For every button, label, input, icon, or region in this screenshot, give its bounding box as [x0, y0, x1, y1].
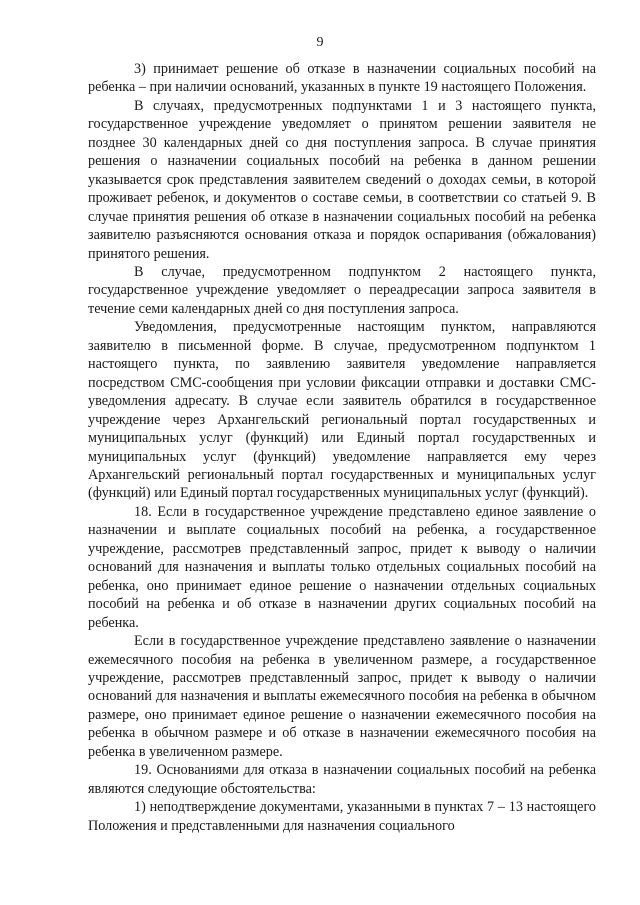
paragraph-4: Уведомления, предусмотренные настоящим пунктом, направляются заявителю в письменной форме. В случае, предусмотренном подпунктом 1 настоящего пункта, по заявлению заявителя уведомление направляется посредством СМС-сообщения при условии фиксации отправки и доставки СМС-уведомления адресату. В случае если заявитель обратился в государственное учреждение через Архангельский региональный портал государственных и муниципальных услуг (функций) или Единый портал государственных и муниципальных услуг (функций) уведомление направляется ему через Архангельский региональный портал государственных и муниципальных услуг (функций) или Единый портал государственных муниципальных услуг (функций). — [88, 319, 596, 502]
paragraph-1: 3) принимает решение об отказе в назначении социальных пособий на ребенка – при наличии оснований, указанных в пункте 19 настоящего Положения. — [88, 61, 596, 96]
paragraph-5: 18. Если в государственное учреждение представлено единое заявление о назначении и выплате социальных пособий на ребенка, а государственное учреждение, рассмотрев представленный запрос, придет к выводу о наличии оснований для назначения и выплаты только отдельных социальных пособий на ребенка, оно принимает единое решение о назначении отдельных социальных пособий на ребенка и об отказе в назначении других социальных пособий на ребенка. — [88, 503, 596, 631]
page-number: 9 — [316, 35, 324, 50]
paragraph-8: 1) неподтверждение документами, указанными в пунктах 7 – 13 настоящего Положения и представленными для назначения социального — [88, 799, 596, 834]
document-body — [88, 60, 596, 835]
paragraph-6: Если в государственное учреждение представлено заявление о назначении ежемесячного пособия на ребенка в увеличенном размере, а государственное учреждение, рассмотрев представленный запрос, придет к выводу о наличии оснований для назначения и выплаты ежемесячного пособия на ребенка в обычном размере, оно принимает единое решение о назначении ежемесячного пособия на ребенка в обычном размере и об отказе в назначении ежемесячного пособия на ребенка в увеличенном размере. — [88, 633, 596, 760]
paragraph-3: В случае, предусмотренном подпунктом 2 настоящего пункта, государственное учреждение уведомляет о переадресации запроса заявителя в течение семи календарных дней со дня поступления запроса. — [88, 263, 596, 317]
paragraph-2: В случаях, предусмотренных подпунктами 1 и 3 настоящего пункта, государственное учреждение уведомляет о принятом решении заявителя не позднее 30 календарных дней со дня поступления запроса. В случае принятия решения о назначении социальных пособий на ребенка в данном решении указывается срок представления заявителем сведений о доходах семьи, в которой проживает ребенок, и документов о составе семьи, в соответствии со статьей 9. В случае принятия решения об отказе в назначении социальных пособий на ребенка заявителю разъясняются основания отказа и порядок оспаривания (обжалования) принятого решения. — [88, 97, 596, 262]
paragraph-7: 19. Основаниями для отказа в назначении социальных пособий на ребенка являются следующие обстоятельства: — [88, 762, 596, 797]
